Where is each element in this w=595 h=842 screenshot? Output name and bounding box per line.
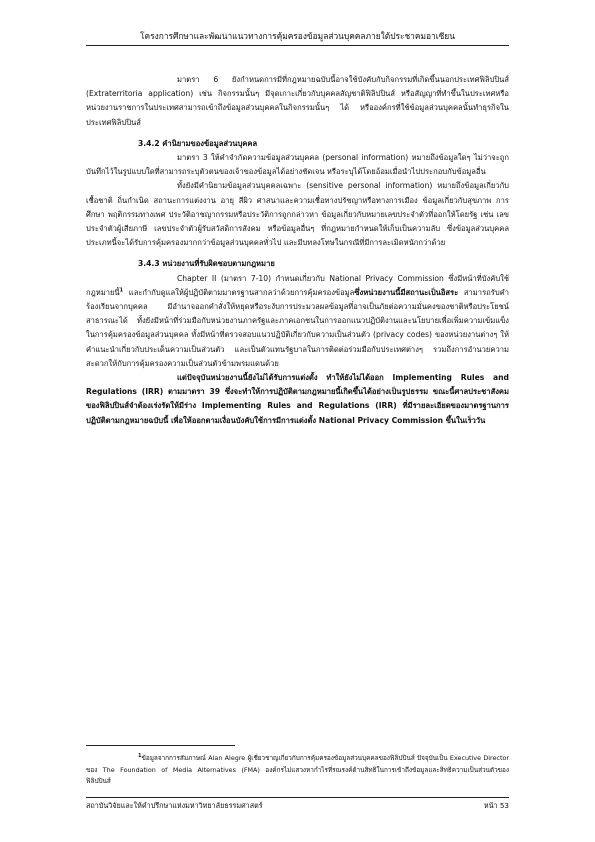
footnote — [86, 753, 509, 788]
running-header: โครงการศึกษาและพัฒนาแนวทางการคุ้มครองข้อมูลส่วนบุคคลภายใต้ประชาคมอาเซียน — [140, 31, 455, 41]
footer-institution: สถาบันวิจัยและให้คำปรึกษาแห่งมหาวิทยาลัยธรรมศาสตร์ — [86, 801, 263, 810]
heading-3-4-3: 3.4.3 หน่วยงานที่รับผิดชอบตามกฎหมาย — [138, 259, 275, 269]
paragraph-section-6: มาตรา 6 ยังกำหนดการมีที่กฎหมายฉบับนี้อาจใช้บังคับกับกิจกรรมที่เกิดขึ้นนอกประเทศฟิลิปปินส์ (Extraterritoria application) เช่น กิจกรรมนั้นๆ มีจุดเกาะเกี่ยวกับบุคคลสัญชาติฟิลิปปินส์ หรือสัญญาที่ทำขึ้นในประเทศหรือหน่วยงานราชการในประเทศสามารถเข้าถึงข้อมูลส่วนบุคคลในกิจกรรมนั้นๆ ได้ หรือองค์กรที่ใช้ข้อมูลส่วนบุคคลนั้นทำธุรกิจในประเทศฟิลิปปินส์ — [86, 75, 509, 127]
footnote-text: ข้อมูลจากการสัมภาษณ์ Alan Alegre ผู้เชี่ยวชาญเกี่ยวกับการคุ้มครองข้อมูลส่วนบุคคลของฟิลิปปินส์ ปัจจุบันเป็น Executive Director ของ The Foundation of Media Alternatives (FMA) องค์กรไม่แสวงหากำไรที่รณรงค์ด้านสิทธิในการเข้าถึงข้อมูลและสิทธิความเป็นส่วนตัวของฟิลิปปินส์ — [86, 754, 509, 785]
paragraph-irr-bold: แต่ปัจจุบันหน่วยงานนี้ยังไม่ได้รับการแต่งตั้ง ทำให้ยังไม่ได้ออก Implementing Rules and Regulations (IRR) ตามมาตรา 39 ซึ่งจะทำให้การปฏิบัติตามกฎหมายนี้เกิดขึ้นได้อย่างเป็นรูปธรรม ขณะนี้ศาลประชาสังคมของฟิลิปปินส์จำต้องเร่งรัดให้มีร่าง Implementing Rules and Regulations (IRR) ที่มีรายละเอียดของมาตรฐานการปฏิบัติตามกฎหมายฉบับนี้ เพื่อให้ออกตามเงื่อนบังคับใช้การมีการแต่งตั้ง National Privacy Commission ขึ้นในเร็ววัน — [86, 373, 509, 425]
npc-text-part-2: และกำกับดูแลให้ผู้ปฏิบัติตามมาตรฐานสากลว่าด้วยการคุ้มครองข้อมูล — [123, 287, 355, 297]
page-number: หน้า 53 — [483, 801, 509, 810]
header-divider — [86, 45, 509, 46]
npc-text-part-1: Chapter II (มาตรา 7-10) กำหนดเกี่ยวกับ National Privacy Commission ซึ่งมีหน้าที่บังคับใช้กฎหมายนี้ — [86, 273, 509, 297]
footnote-marker: 1 — [138, 752, 142, 759]
paragraph-sensitive-information: ทั้งยังมีคำนิยามข้อมูลส่วนบุคคลเฉพาะ (sensitive personal information) หมายถึงข้อมูลเกี่ยวกับเชื้อชาติ ถิ่นกำเนิด สถานะการแต่งงาน อายุ สีผิว ศาสนาและความเชื่อทางปรัชญาหรือทางการเมือง ข้อมูลเกี่ยวกับสุขภาพ การศึกษา พฤติกรรมทางเพศ ประวัติอาชญากรรมหรือประวัติการถูกกล่าวหา ข้อมูลเกี่ยวกับหมายเลขประจำตัวที่ออกให้โดยรัฐ เช่น เลขประจำตัวผู้เสียภาษี เลขประจำตัวผู้รับสวัสดิการสังคม หรือข้อมูลอื่นๆ ที่กฎหมายกำหนดให้เก็บเป็นความลับ ซึ่งข้อมูลส่วนบุคคลประเภทนี้จะได้รับการคุ้มครองมากกว่าข้อมูลส่วนบุคคลทั่วไป และมีบทลงโทษในกรณีที่มีการละเมิดหนักกว่าด้วย — [86, 181, 509, 248]
npc-bold-phrase: ซึ่งหน่วยงานนี้มีสถานะเป็นอิสระ — [354, 287, 459, 297]
footnote-reference: 1 — [119, 287, 124, 294]
paragraph-national-privacy-commission — [86, 272, 509, 371]
footer-divider — [86, 797, 509, 798]
footnote-divider — [86, 745, 235, 746]
npc-text-part-3: สามารถรับคำร้องเรียนจากบุคคล มีอำนาจออกคำสั่งให้หยุดหรือระงับการประมวลผลข้อมูลที่อาจเป็นภัยต่อความมั่นคงของชาติหรือประโยชน์สาธารณะได้ ทั้งยังมีหน้าที่ร่วมมือกับหน่วยงานภาครัฐและภาคเอกชนในการออกแนวปฏิบัติงานและนโยบายเพื่อเพิ่มความเข้มแข็งในการคุ้มครองข้อมูลส่วนบุคคล ทั้งมีหน้าที่ตรวจสอบแนวปฏิบัติเกี่ยวกับความเป็นส่วนตัว (privacy codes) ของหน่วยงานต่างๆ ให้คำแนะนำเกี่ยวกับประเด็นความเป็นส่วนตัว และเป็นตัวแทนรัฐบาลในการติดต่อร่วมมือกับประเทศต่างๆ รวมถึงการอำนวยความสะดวกให้กับการคุ้มครองความเป็นส่วนตัวข้ามพรมแดนด้วย — [86, 287, 509, 368]
paragraph-personal-information: มาตรา 3 ให้คำจำกัดความข้อมูลส่วนบุคคล (personal information) หมายถึงข้อมูลใดๆ ไม่ว่าจะถูกบันทึกไว้ในรูปแบบใดที่สามารถระบุตัวตนของเจ้าของข้อมูลได้อย่างชัดเจน หรือระบุได้โดยอ้อมเมื่อนำไปประกอบกับข้อมูลอื่น — [86, 153, 509, 177]
heading-3-4-2: 3.4.2 คำนิยามของข้อมูลส่วนบุคคล — [138, 138, 258, 148]
page-body — [86, 58, 509, 428]
